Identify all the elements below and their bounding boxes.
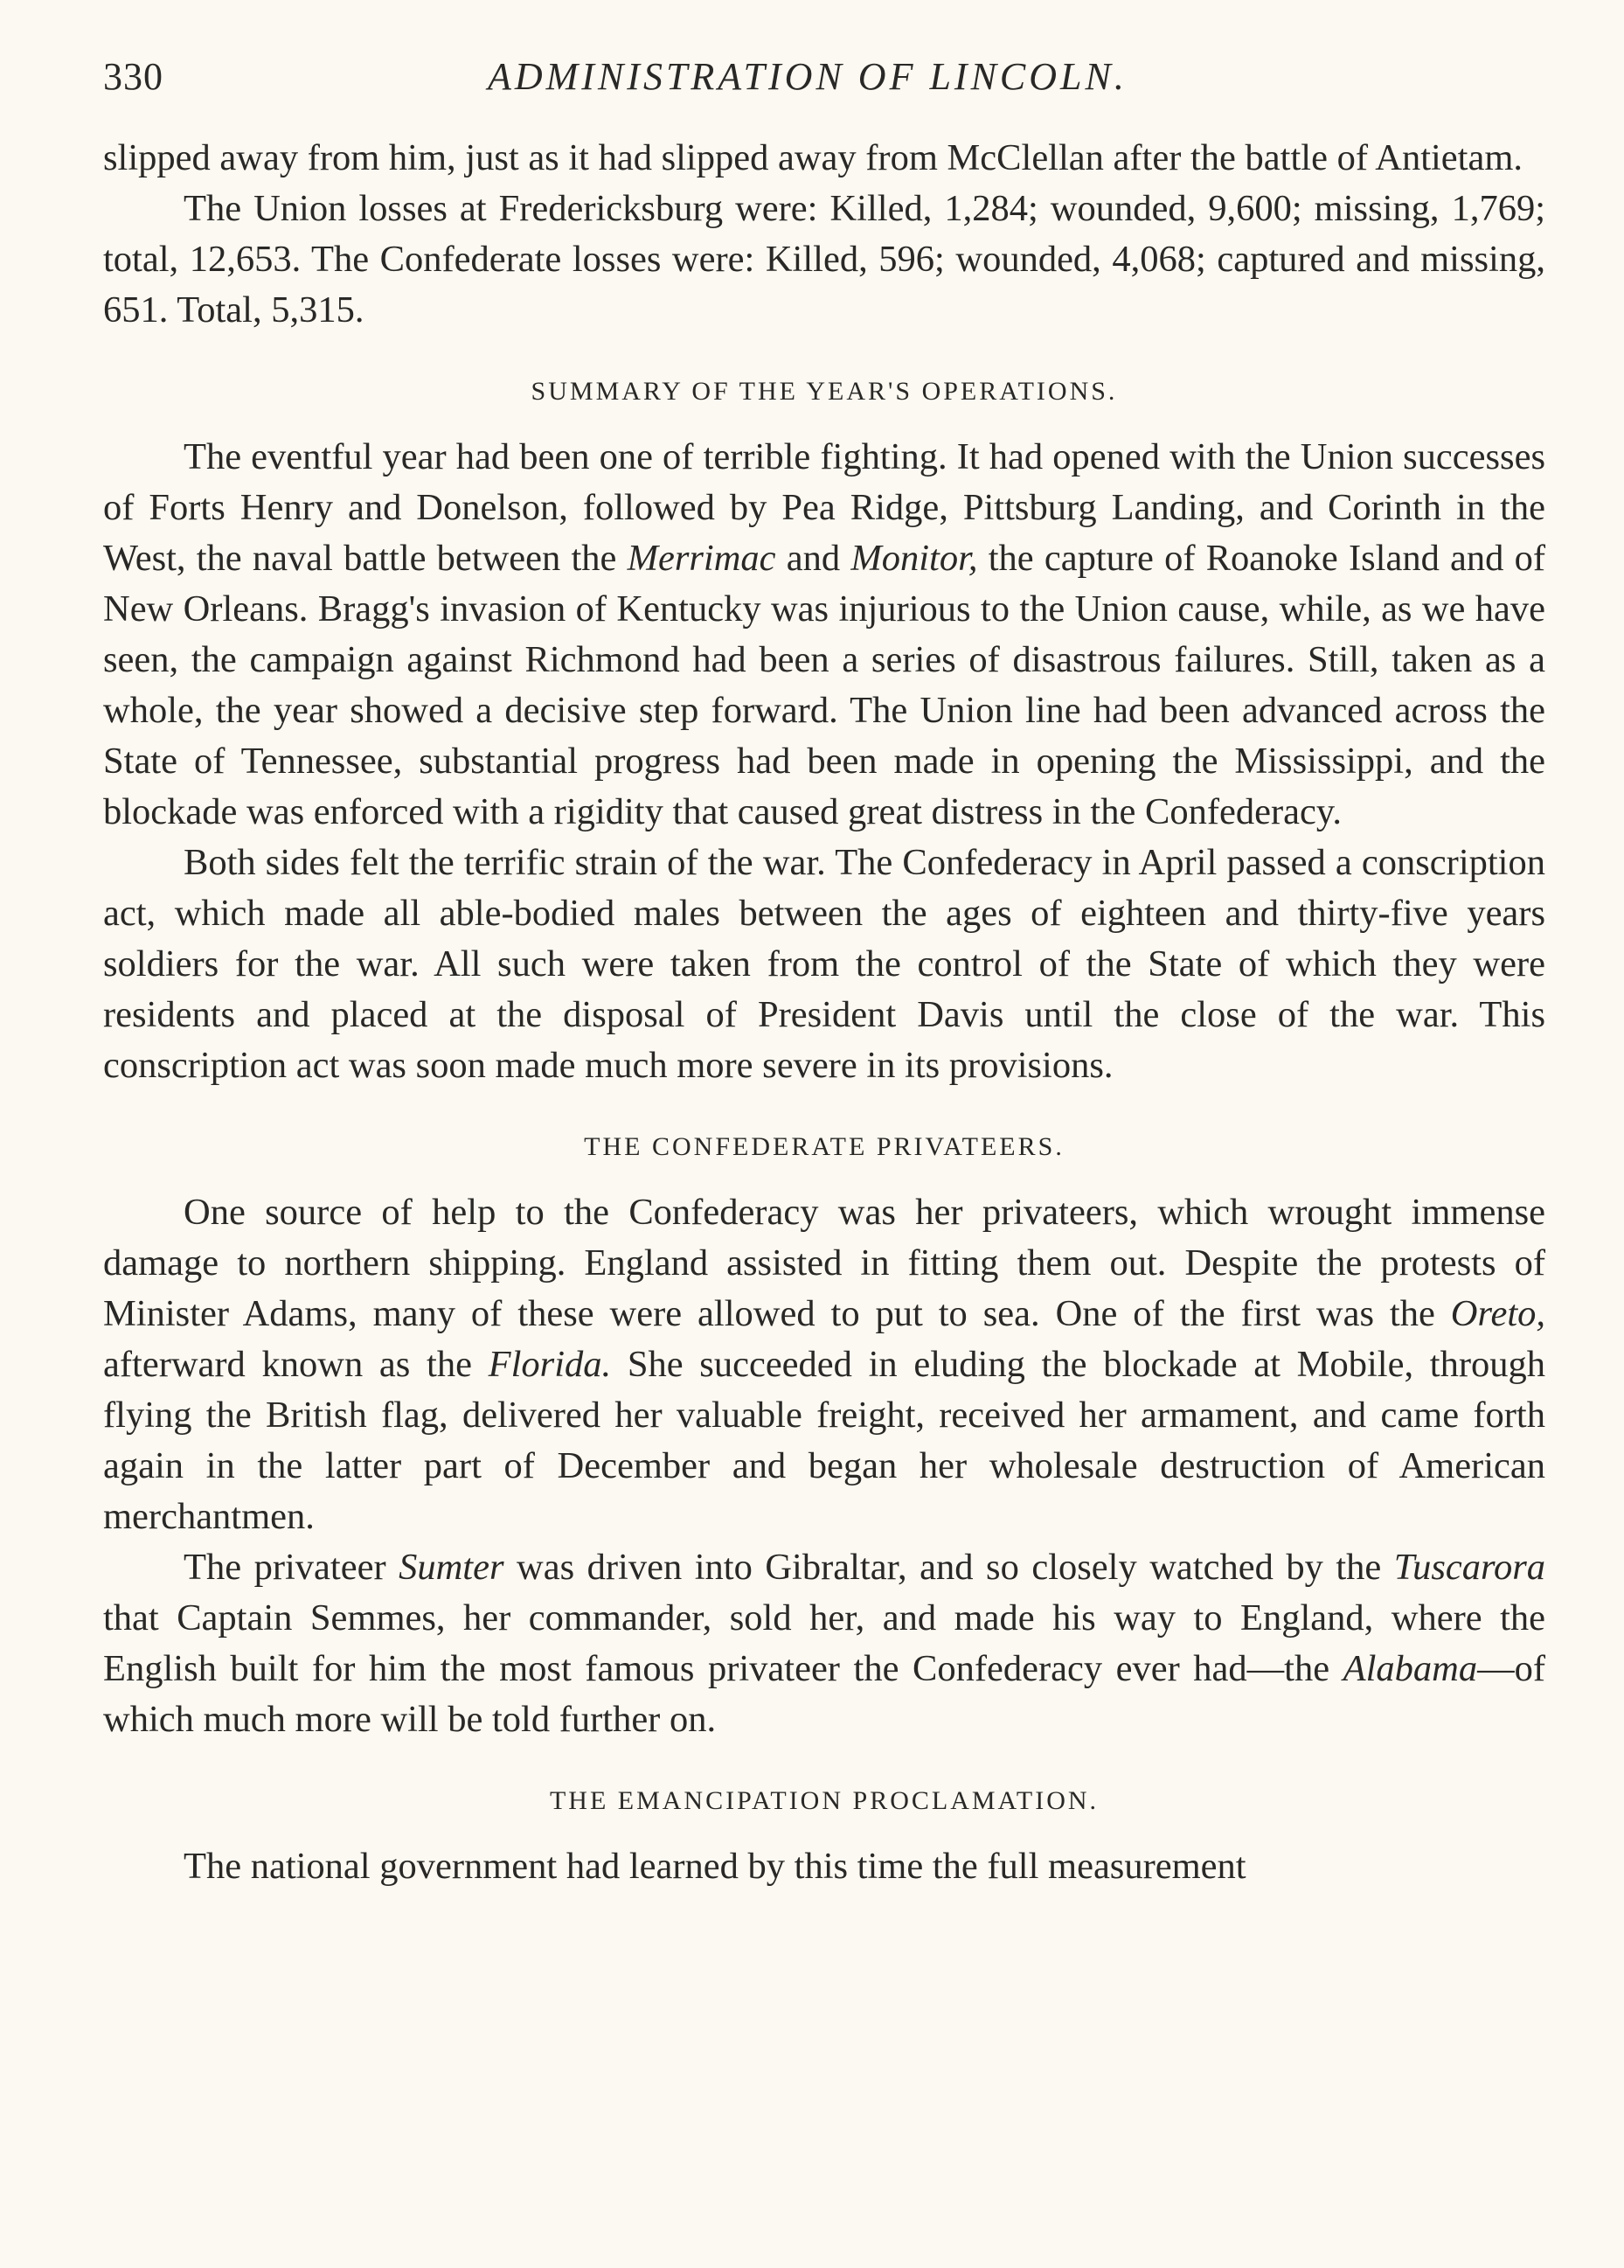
text-run: —of which much more will be told further on. (103, 1648, 1545, 1740)
text-run: One source of help to the Confederacy was her privateers, which wrought immense damage to northern shipping. England assisted in fitting them out. Despite the protests of Minister Adams, many of these were allowed to put to sea. One of the first was the (103, 1192, 1545, 1334)
ship-name-alabama: Alabama (1343, 1648, 1478, 1689)
paragraph-privateers (103, 1187, 1545, 1542)
ship-name-oreto: Oreto, (1450, 1293, 1545, 1334)
text-run: the capture of Roanoke Island and of New Orleans. Bragg's invasion of Kentucky was injurious to the Union cause, while, as we have seen, the campaign against Richmond had been a series of disastrous failures. Still, taken as a whole, the year showed a decisive step forward. The Union line had been advanced across the State of Tennessee, substantial progress had been made in opening the Mississippi, and the blockade was enforced with a rigidity that caused great distress in the Confederacy. (103, 538, 1545, 832)
section-heading-summary: SUMMARY OF THE YEAR'S OPERATIONS. (531, 377, 1118, 406)
text-run: was driven into Gibraltar, and so closely watched by the (503, 1547, 1394, 1588)
book-page (103, 45, 1545, 1892)
text-run: The privateer (184, 1547, 399, 1588)
ship-name-monitor: Monitor, (850, 538, 978, 579)
paragraph-continued: slipped away from him, just as it had slipped away from McClellan after the battle of Antietam. (103, 137, 1523, 178)
running-title: ADMINISTRATION OF LINCOLN. (488, 55, 1128, 98)
page-header (103, 45, 1545, 107)
paragraph-eventful-year (103, 432, 1545, 838)
paragraph-sumter (103, 1542, 1545, 1745)
ship-name-florida: Florida. (488, 1344, 612, 1385)
paragraph-conscription: Both sides felt the terrific strain of the war. The Confederacy in April passed a conscription act, which made all able-bodied males between the ages of eighteen and thirty-five years soldiers for the war. All such were taken from the control of the State of which they were residents and placed at the disposal of President Davis until the close of the war. This conscription act was soon made much more severe in its provisions. (103, 842, 1545, 1086)
paragraph-emancipation: The national government had learned by this time the full measurement (184, 1846, 1246, 1887)
page-number: 330 (103, 55, 163, 98)
section-heading-emancipation: THE EMANCIPATION PROCLAMATION. (549, 1786, 1100, 1815)
ship-name-sumter: Sumter (399, 1547, 504, 1588)
ship-name-merrimac: Merrimac (627, 538, 776, 579)
text-run: that Captain Semmes, her commander, sold her, and made his way to England, where the English built for him the most famous privateer the Confederacy ever had—the (103, 1597, 1545, 1689)
ship-name-tuscarora: Tuscarora (1393, 1547, 1545, 1588)
text-run: and (775, 538, 851, 579)
text-run: afterward known as the (103, 1344, 489, 1385)
text-run: She succeeded in eluding the blockade at Mobile, through flying the British flag, delivered her valuable freight, received her armament, and came forth again in the latter part of December and began her wholesale destruction of American merchantmen. (103, 1344, 1545, 1537)
section-heading-privateers: THE CONFEDERATE PRIVATEERS. (584, 1132, 1065, 1161)
paragraph-losses: The Union losses at Fredericksburg were: Killed, 1,284; wounded, 9,600; missing, 1,769; total, 12,653. The Confederate losses were: Killed, 596; wounded, 4,068; captured and missing, 651. Total, 5,315. (103, 188, 1545, 330)
text-run: The eventful year had been one of terrible fighting. It had opened with the Union successes of Forts Henry and Donelson, followed by Pea Ridge, Pittsburg Landing, and Corinth in the West, the naval battle between the (103, 436, 1545, 579)
